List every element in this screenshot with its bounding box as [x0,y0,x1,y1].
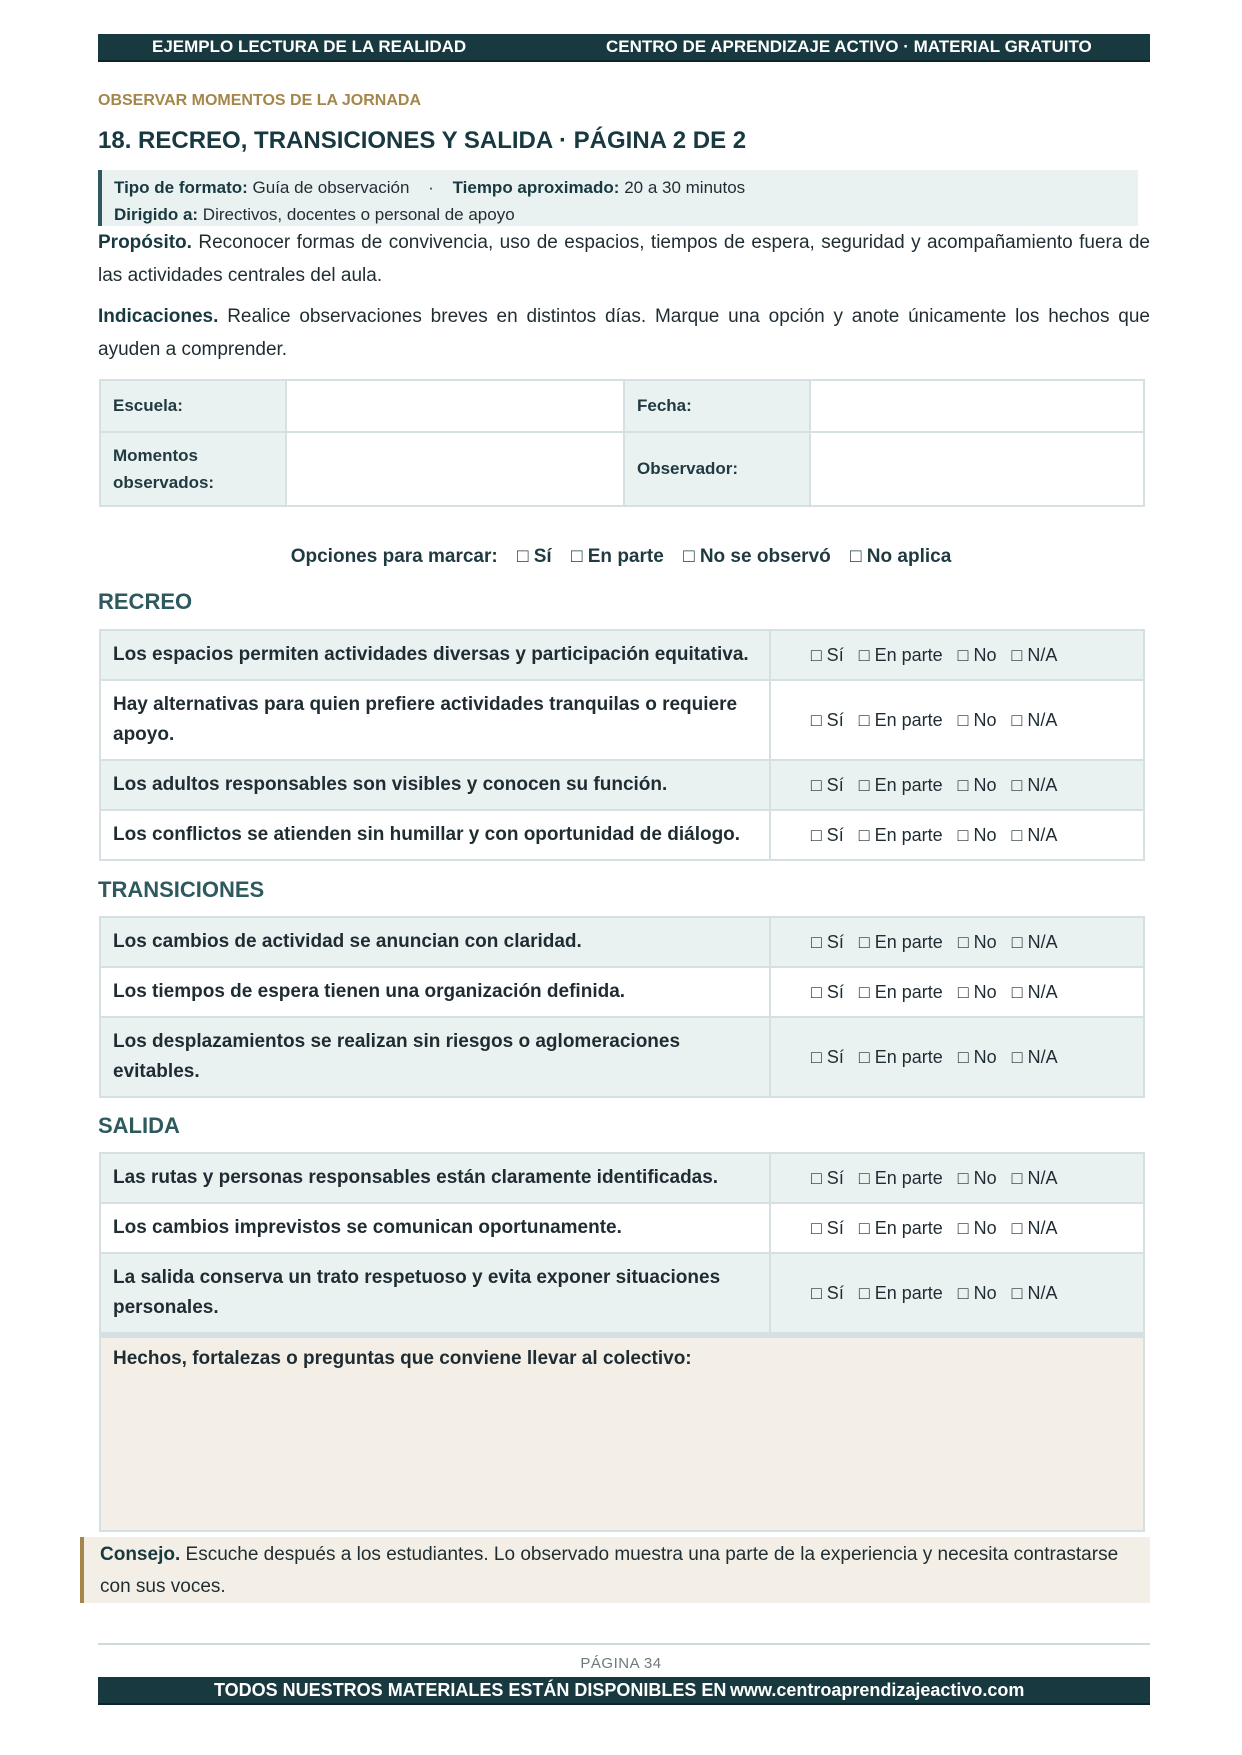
section-kicker: OBSERVAR MOMENTOS DE LA JORNADA [98,92,421,109]
option-no-checkbox[interactable]: □ No [957,824,997,845]
purpose-paragraph [98,226,1150,292]
option-partial-checkbox[interactable]: □ En parte [858,644,943,665]
table-row [100,810,1144,860]
item-text: Las rutas y personas responsables están claramente identificadas. [100,1153,770,1203]
answer-options [770,760,1144,810]
tip-text: Escuche después a los estudiantes. Lo observado muestra una parte de la experiencia y necesita contrastarse con sus voces. [100,1544,1119,1597]
audience-value: Directivos, docentes o personal de apoyo [202,205,515,224]
option-na-checkbox[interactable]: □ N/A [1011,644,1058,665]
footer-divider [98,1643,1150,1645]
options-legend [0,546,1242,568]
option-na-checkbox[interactable]: □ N/A [1011,709,1058,730]
audience-label: Dirigido a: [114,205,199,224]
option-yes-checkbox[interactable]: □ Sí [810,709,844,730]
option-na-checkbox[interactable]: □ N/A [1011,824,1058,845]
tip-box [80,1537,1150,1603]
option-yes-checkbox[interactable]: □ Sí [810,774,844,795]
option-na-checkbox[interactable]: □ N/A [1011,981,1058,1002]
option-partial-checkbox[interactable]: □ En parte [858,981,943,1002]
instructions-text: Realice observaciones breves en distintos días. Marque una opción y anote únicamente los hechos que ayuden a comprender. [98,306,1151,360]
table-row [100,1253,1144,1333]
header-left: EJEMPLO LECTURA DE LA REALIDAD [152,37,467,56]
option-no-checkbox[interactable]: □ No [957,774,997,795]
option-na-checkbox[interactable]: □ N/A [1011,1217,1058,1238]
option-no-checkbox[interactable]: □ No [957,644,997,665]
item-text: Los tiempos de espera tienen una organización definida. [100,967,770,1017]
option-partial-checkbox[interactable]: □ En parte [858,824,943,845]
answer-options [770,630,1144,680]
instructions-label: Indicaciones. [98,306,219,327]
option-partial-checkbox[interactable]: □ En parte [858,931,943,952]
time-label: Tiempo aproximado: [452,178,620,197]
footer-bar [98,1677,1150,1705]
table-row [100,917,1144,967]
table-row [100,630,1144,680]
option-yes-checkbox[interactable]: □ Sí [810,824,844,845]
school-field[interactable] [286,380,624,432]
option-no-checkbox[interactable]: □ No [957,981,997,1002]
option-na-checkbox[interactable]: □ N/A [1011,1167,1058,1188]
meta-box [98,170,1138,226]
answer-options [770,1203,1144,1253]
salida-table [99,1152,1145,1334]
option-partial-checkbox[interactable]: □ En parte [858,1282,943,1303]
answer-options [770,810,1144,860]
answer-options [770,1253,1144,1333]
purpose-label: Propósito. [98,232,192,253]
answer-options [770,1153,1144,1203]
table-row [100,1203,1144,1253]
item-text: Los adultos responsables son visibles y conocen su función. [100,760,770,810]
observer-field[interactable] [810,432,1144,506]
option-no-checkbox[interactable]: □ No [957,931,997,952]
legend-option-not-observed: □ No se observó [683,546,831,567]
table-row [100,1153,1144,1203]
option-yes-checkbox[interactable]: □ Sí [811,1046,844,1067]
legend-label: Opciones para marcar: [290,546,498,567]
moments-field[interactable] [286,432,624,506]
option-yes-checkbox[interactable]: □ Sí [810,1282,844,1303]
table-row [100,680,1144,760]
instructions-paragraph [98,300,1150,366]
table-row [100,967,1144,1017]
page-number: PÁGINA 34 [580,1655,662,1672]
option-partial-checkbox[interactable]: □ En parte [858,1046,943,1067]
item-text: Los cambios de actividad se anuncian con claridad. [100,917,770,967]
option-no-checkbox[interactable]: □ No [957,709,997,730]
tip-label: Consejo. [100,1544,181,1565]
item-text: Los cambios imprevistos se comunican oportunamente. [100,1203,770,1253]
item-text: Los conflictos se atienden sin humillar y con oportunidad de diálogo. [100,810,770,860]
date-field[interactable] [810,380,1144,432]
option-partial-checkbox[interactable]: □ En parte [858,1217,943,1238]
recreo-table [99,629,1145,861]
option-na-checkbox[interactable]: □ N/A [1011,931,1058,952]
option-no-checkbox[interactable]: □ No [957,1282,997,1303]
item-text: Los espacios permiten actividades diversas y participación equitativa. [100,630,770,680]
answer-options [770,680,1144,760]
school-label: Escuela: [100,380,286,432]
item-text: Los desplazamientos se realizan sin riesgos o aglomeraciones evitables. [100,1017,770,1097]
moments-label: Momentos observados: [100,432,286,506]
info-table [99,379,1145,507]
legend-option-not-applicable: □ No aplica [850,546,952,567]
footer-link[interactable]: www.centroaprendizajeactivo.com [730,1679,1025,1700]
answer-options [770,967,1144,1017]
option-no-checkbox[interactable]: □ No [957,1217,997,1238]
option-na-checkbox[interactable]: □ N/A [1011,774,1058,795]
option-na-checkbox[interactable]: □ N/A [1011,1282,1058,1303]
date-label: Fecha: [624,380,810,432]
header-bar [98,34,1150,62]
legend-option-partial: □ En parte [571,546,664,567]
answer-options [770,917,1144,967]
option-na-checkbox[interactable]: □ N/A [1011,1046,1058,1067]
transiciones-table [99,916,1145,1098]
option-yes-checkbox[interactable]: □ Sí [810,1167,844,1188]
option-partial-checkbox[interactable]: □ En parte [858,774,943,795]
option-no-checkbox[interactable]: □ No [957,1167,997,1188]
table-row [100,1017,1144,1097]
header-right: CENTRO DE APRENDIZAJE ACTIVO · MATERIAL GRATUITO [606,37,1092,56]
option-yes-checkbox[interactable]: □ Sí [810,644,844,665]
meta-separator: · [428,178,434,197]
section-title-salida: SALIDA [98,1113,180,1138]
item-text: La salida conserva un trato respetuoso y evita exponer situaciones personales. [100,1253,770,1333]
table-row [100,760,1144,810]
purpose-text: Reconocer formas de convivencia, uso de espacios, tiempos de espera, seguridad y acompañamiento fuera de las actividades centrales del aula. [98,232,1151,286]
option-yes-checkbox[interactable]: □ Sí [810,1217,844,1238]
page-title: 18. RECREO, TRANSICIONES Y SALIDA · PÁGINA 2 DE 2 [98,127,747,154]
option-partial-checkbox[interactable]: □ En parte [858,709,943,730]
section-title-recreo: RECREO [98,589,193,614]
section-title-transiciones: TRANSICIONES [98,877,265,902]
notes-box[interactable] [99,1334,1145,1532]
footer-left: TODOS NUESTROS MATERIALES ESTÁN DISPONIBLES EN [214,1679,727,1700]
option-no-checkbox[interactable]: □ No [957,1046,997,1067]
observer-label: Observador: [624,432,810,506]
item-text: Hay alternativas para quien prefiere actividades tranquilas o requiere apoyo. [100,680,770,760]
answer-options [770,1017,1144,1097]
option-yes-checkbox[interactable]: □ Sí [811,931,844,952]
notes-label: Hechos, fortalezas o preguntas que conviene llevar al colectivo: [113,1348,692,1369]
time-value: 20 a 30 minutos [624,178,746,197]
format-label: Tipo de formato: [114,178,248,197]
legend-option-yes: □ Sí [517,546,552,567]
option-partial-checkbox[interactable]: □ En parte [858,1167,943,1188]
format-value: Guía de observación [252,178,410,197]
option-yes-checkbox[interactable]: □ Sí [811,981,844,1002]
